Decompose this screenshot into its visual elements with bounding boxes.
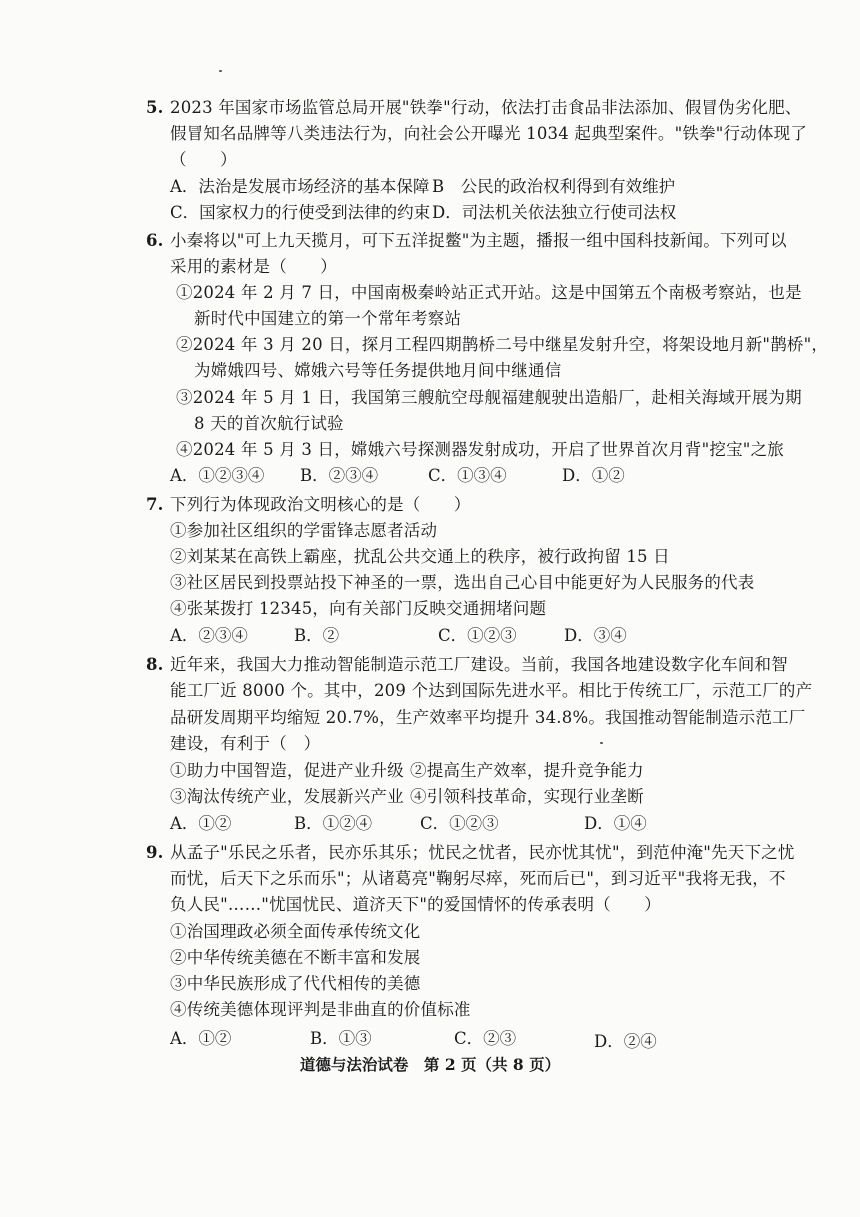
q8-item-3: ③淘汰传统产业，发展新兴产业	[170, 787, 404, 806]
q8-stem-line-2: 能工厂近 8000 个。其中，209 个达到国际先进水平。相比于传统工厂，示范工厂的产	[170, 681, 813, 700]
q6-option-d: D．①②	[562, 466, 625, 485]
q9-stem-line-2: 而忧，后天下之乐而乐"；从诸葛亮"鞠躬尽瘁，死而后已"，到习近平"我将无我，不	[170, 869, 786, 888]
q8-option-c: C．①②③	[420, 814, 499, 833]
q5-stem-line-2: 假冒知名品牌等八类违法行为，向社会公开曝光 1034 起典型案件。"铁拳"行动体现了	[170, 124, 808, 143]
q8-option-d: D．①④	[584, 814, 647, 833]
q8-stem-line-1: 近年来，我国大力推动智能制造示范工厂建设。当前，我国各地建设数字化车间和智	[170, 655, 788, 674]
q7-stem: 下列行为体现政治文明核心的是（ ）	[170, 495, 471, 514]
q6-option-a: A．①②③④	[170, 466, 265, 485]
q5-option-a: A．法治是发展市场经济的基本保障	[170, 177, 430, 196]
q5-option-d: D．司法机关依法独立行使司法权	[432, 203, 677, 222]
q7-item-2: ②刘某某在高铁上霸座，扰乱公共交通上的秩序，被行政拘留 15 日	[170, 547, 670, 566]
q5-stem-line-1: 2023 年国家市场监管总局开展"铁拳"行动，依法打击食品非法添加、假冒伪劣化肥、	[170, 98, 802, 117]
q9-option-a: A．①②	[170, 1029, 232, 1048]
q8-option-a: A．①②	[170, 814, 232, 833]
q6-option-c: C．①③④	[428, 466, 507, 485]
q6-item-4: ④2024 年 5 月 3 日，嫦娥六号探测器发射成功，开启了世界首次月背"挖宝"之旅	[176, 440, 784, 459]
q9-option-d: D．②④	[594, 1032, 657, 1051]
q7-option-d: D．③④	[564, 626, 627, 645]
q7-option-c: C．①②③	[438, 626, 517, 645]
q5-answer-bracket: （ ）	[170, 150, 237, 169]
q6-item-1-line-1: ①2024 年 2 月 7 日，中国南极秦岭站正式开站。这是中国第五个南极考察站，也是	[176, 283, 802, 302]
q5-option-c: C．国家权力的行使受到法律的约束	[170, 203, 431, 222]
q6-item-3-line-2: 8 天的首次航行试验	[194, 414, 344, 433]
q6-item-2-line-2: 为嫦娥四号、嫦娥六号等任务提供地月间中继通信	[194, 361, 562, 380]
q9-option-c: C．②③	[454, 1029, 517, 1048]
q6-item-1-line-2: 新时代中国建立的第一个常年考察站	[194, 309, 462, 328]
q9-number: 9.	[146, 843, 164, 862]
q8-option-b: B．①②④	[294, 814, 373, 833]
q8-number: 8.	[146, 655, 164, 674]
q7-option-a: A．②③④	[170, 626, 248, 645]
q6-item-2-line-1: ②2024 年 3 月 20 日，探月工程四期鹊桥二号中继星发射升空，将架设地月新"鹊桥"，	[176, 335, 829, 354]
q7-number: 7.	[146, 495, 164, 514]
q7-option-b: B．②	[294, 626, 340, 645]
q6-item-3-line-1: ③2024 年 5 月 1 日，我国第三艘航空母舰福建舰驶出造船厂，赴相关海域开展为期	[176, 388, 802, 407]
q6-stem-line-2: 采用的素材是（ ）	[170, 257, 337, 276]
q9-stem-line-3: 负人民"……"忧国忧民、道济天下"的爱国情怀的传承表明（ ）	[170, 895, 661, 914]
q9-item-1: ①治国理政必须全面传承传统文化	[170, 922, 421, 941]
q6-stem-line-1: 小秦将以"可上九天揽月，可下五洋捉鳖"为主题，播报一组中国科技新闻。下列可以	[170, 231, 787, 250]
scan-speck	[219, 70, 222, 72]
q9-stem-line-1: 从孟子"乐民之乐者，民亦乐其乐；忧民之忧者，民亦忧其忧"，到范仲淹"先天下之忧	[170, 843, 795, 862]
scan-speck	[600, 742, 603, 744]
q9-option-b: B．①③	[310, 1029, 372, 1048]
q5-number: 5.	[146, 98, 164, 117]
q8-stem-line-4: 建设，有利于（ ）	[170, 734, 321, 753]
q8-item-2: ②提高生产效率，提升竞争能力	[410, 761, 644, 780]
q9-item-4: ④传统美德体现评判是非曲直的价值标准	[170, 1000, 471, 1019]
q6-option-b: B．②③④	[300, 466, 379, 485]
q8-item-1: ①助力中国智造，促进产业升级	[170, 761, 404, 780]
q5-option-b: B 公民的政治权利得到有效维护	[432, 177, 676, 196]
q8-stem-line-3: 品研发周期平均缩短 20.7%，生产效率平均提升 34.8%。我国推动智能制造示范工厂	[170, 708, 806, 727]
q8-item-4: ④引领科技革命，实现行业垄断	[410, 787, 644, 806]
q6-number: 6.	[146, 231, 164, 250]
q7-item-4: ④张某拨打 12345，向有关部门反映交通拥堵问题	[170, 599, 547, 618]
q7-item-1: ①参加社区组织的学雷锋志愿者活动	[170, 521, 438, 540]
q9-item-2: ②中华传统美德在不断丰富和发展	[170, 948, 421, 967]
q7-item-3: ③社区居民到投票站投下神圣的一票，选出自己心目中能更好为人民服务的代表	[170, 573, 755, 592]
q9-item-3: ③中华民族形成了代代相传的美德	[170, 974, 421, 993]
page-footer: 道德与法治试卷 第 2 页（共 8 页）	[299, 1055, 561, 1074]
